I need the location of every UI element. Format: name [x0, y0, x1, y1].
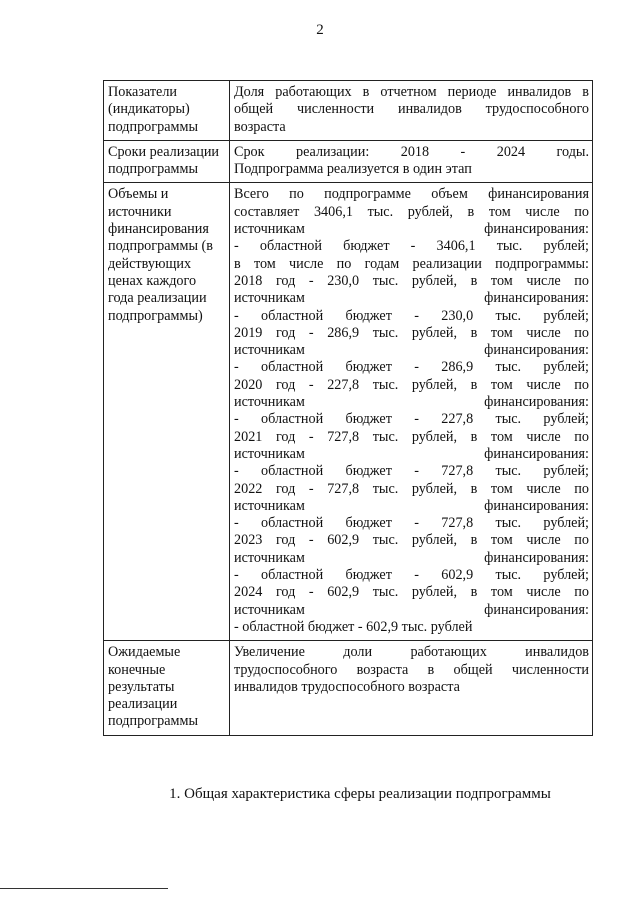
value-line: источникам финансирования:: [234, 601, 589, 618]
value-line: Доля работающих в отчетном периоде инвалидов в: [234, 84, 589, 100]
value-line: источникам финансирования:: [234, 497, 589, 514]
value-line: 2022 год - 727,8 тыс. рублей, в том числе по: [234, 480, 589, 497]
table-row: [104, 183, 593, 641]
value-line: - областной бюджет - 286,9 тыс. рублей;: [234, 359, 589, 376]
table-row: [104, 140, 593, 183]
row-label: Показатели (индикаторы) подпрограммы: [104, 81, 230, 141]
value-line: инвалидов трудоспособного возраста: [234, 678, 460, 695]
row-value: [230, 140, 593, 183]
value-line: Срок реализации: 2018 - 2024 годы.: [234, 143, 589, 160]
value-line: составляет 3406,1 тыс. рублей, в том числе по: [234, 203, 589, 220]
row-label: Ожидаемые конечные результаты реализации подпрограммы: [104, 641, 230, 735]
value-line: 2021 год - 727,8 тыс. рублей, в том числе по: [234, 428, 589, 445]
value-line: 2019 год - 286,9 тыс. рублей, в том числе по: [234, 324, 589, 341]
footnote-divider: [0, 888, 168, 889]
row-label: Объемы и источники финансирования подпрограммы (в действующих ценах каждого года реализации подпрограммы): [104, 183, 230, 641]
value-line: Увеличение доли работающих инвалидов: [234, 644, 589, 661]
value-line: 2023 год - 602,9 тыс. рублей, в том числе по: [234, 532, 589, 549]
value-line: - областной бюджет - 227,8 тыс. рублей;: [234, 411, 589, 428]
row-value: [230, 183, 593, 641]
page-number: 2: [316, 22, 324, 38]
value-line: возраста: [234, 118, 286, 135]
value-line: источникам финансирования:: [234, 342, 589, 359]
row-value: [230, 81, 593, 141]
value-line: - областной бюджет - 727,8 тыс. рублей;: [234, 463, 589, 480]
passport-table-body: [104, 81, 593, 736]
table-row: [104, 641, 593, 735]
value-line: источникам финансирования:: [234, 290, 589, 307]
value-line: 2020 год - 227,8 тыс. рублей, в том числе по: [234, 376, 589, 393]
subprogram-passport-table: [103, 80, 593, 736]
value-line: 2018 год - 230,0 тыс. рублей, в том числе по: [234, 272, 589, 289]
value-line: в том числе по годам реализации подпрограммы:: [234, 255, 589, 272]
value-line: - областной бюджет - 727,8 тыс. рублей;: [234, 515, 589, 532]
row-value: [230, 641, 593, 735]
value-line: - областной бюджет - 602,9 тыс. рублей: [234, 618, 473, 635]
value-line: источникам финансирования:: [234, 394, 589, 411]
value-line: трудоспособного возраста в общей численности: [234, 661, 589, 678]
row-label: Сроки реализации подпрограммы: [104, 140, 230, 183]
value-line: Всего по подпрограмме объем финансирования: [234, 186, 589, 203]
value-line: источникам финансирования:: [234, 221, 589, 238]
value-line: - областной бюджет - 230,0 тыс. рублей;: [234, 307, 589, 324]
value-line: источникам финансирования:: [234, 549, 589, 566]
value-line: 2024 год - 602,9 тыс. рублей, в том числе по: [234, 584, 589, 601]
table-row: [104, 81, 593, 141]
value-line: источникам финансирования:: [234, 445, 589, 462]
value-line: - областной бюджет - 3406,1 тыс. рублей;: [234, 238, 589, 255]
section-heading: 1. Общая характеристика сферы реализации подпрограммы: [169, 786, 551, 802]
value-line: общей численности инвалидов трудоспособного: [234, 101, 589, 118]
value-line: Подпрограмма реализуется в один этап: [234, 161, 472, 178]
value-line: - областной бюджет - 602,9 тыс. рублей;: [234, 567, 589, 584]
